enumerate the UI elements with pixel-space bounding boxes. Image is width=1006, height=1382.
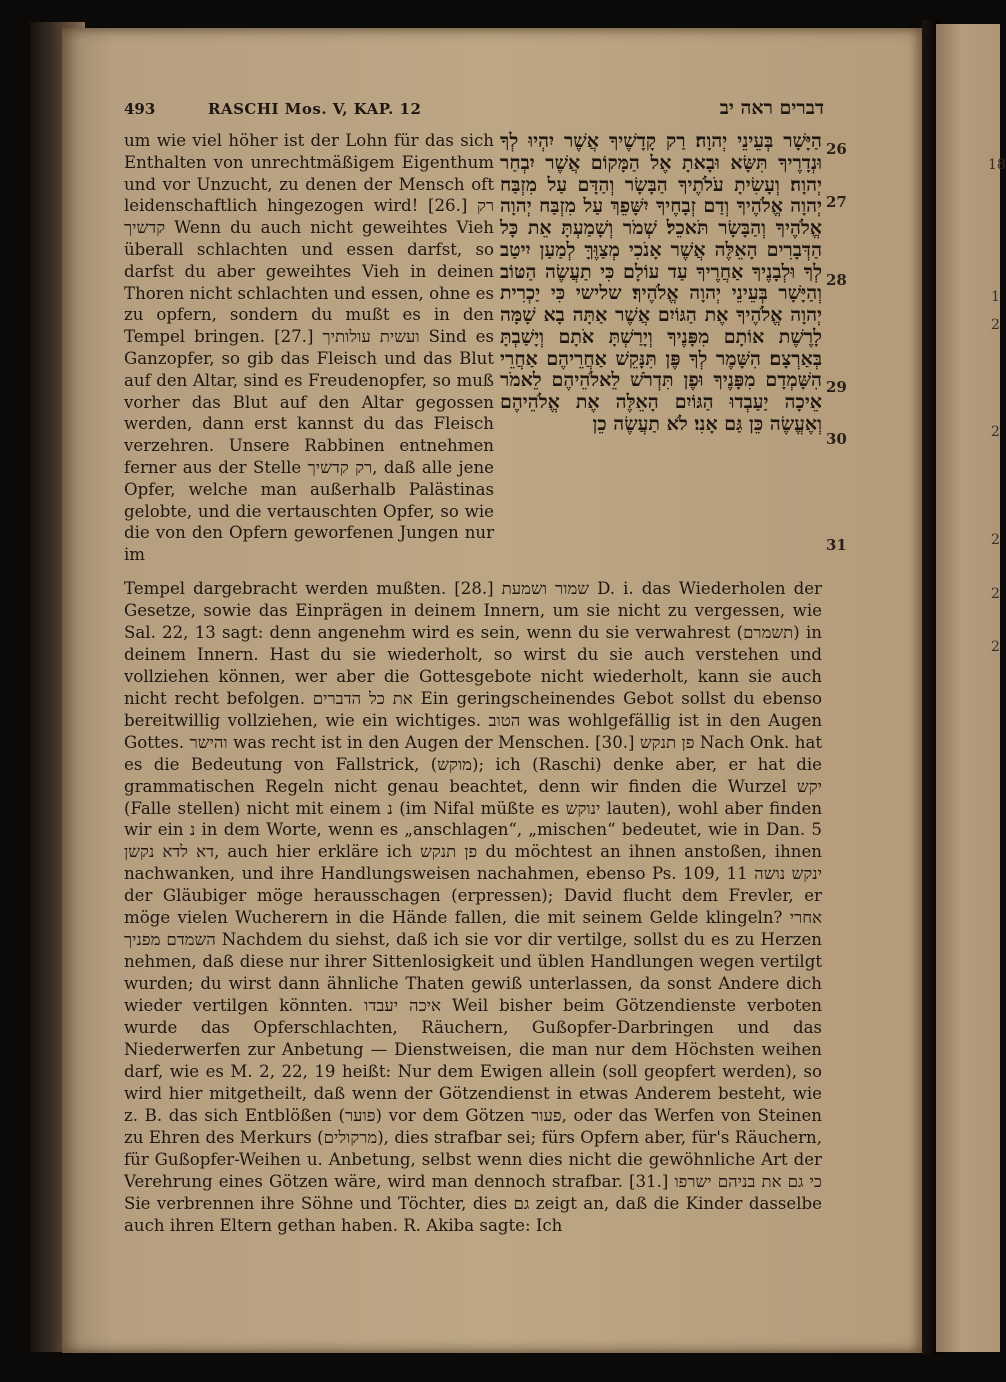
verse-number: 31	[826, 536, 847, 554]
commentary-column	[124, 130, 494, 566]
commentary-body	[124, 578, 822, 1237]
hebrew-running-title: דברים ראה יב	[719, 97, 824, 119]
hebrew-verse-column	[500, 131, 822, 436]
page-header	[124, 97, 824, 124]
next-page-fragment: 2	[991, 639, 1000, 655]
next-page-fragment: 2	[991, 532, 1000, 548]
commentary-paragraph: um wie viel höher ist der Lohn für das sich Enthalten von unrechtmäßigem Eigenthum und vor Unzucht, zu denen der Mensch oft leidenschaftlich hingezogen wird! [26.] רק קדשיך Wenn du auch nicht geweihtes Vieh überall schlachten und essen darfst, so darfst du aber geweihtes Vieh in deinen Thoren nicht schlachten und essen, ohne es zu opfern, sondern du mußt es in den Tempel bringen. [27.] ועשית עולותיך Sind es Ganzopfer, so gib das Fleisch und das Blut auf den Altar, sind es Freudenopfer, so muß vorher das Blut auf den Altar gegossen werden, dann erst kannst du das Fleisch verzehren. Unsere Rabbinen entnehmen ferner aus der Stelle רק קדשיך, daß alle jene Opfer, welche man außerhalb Palästinas gelobte, und die vertauschten Opfer, so wie die von den Opfern geworfenen Jungen nur im	[124, 131, 494, 565]
verse-number: 27	[826, 193, 847, 211]
hebrew-verses: הַיָּשָׁר בְּעֵינֵי יְהוָה׃ רַק קָדָשֶׁיךָ אֲשֶׁר יִהְיוּ לְךָ וּנְדָרֶיךָ תִּשָּׂא וּבָאתָ אֶל הַמָּקוֹם אֲשֶׁר יִבְחַר יְהוָה׃ וְעָשִׂיתָ עֹלֹתֶיךָ הַבָּשָׂר וְהַדָּם עַל מִזְבַּח יְהוָה אֱלֹהֶיךָ וְדַם זְבָחֶיךָ יִשָּׁפֵךְ עַל מִזְבַּח יְהוָה אֱלֹהֶיךָ וְהַבָּשָׂר תֹּאכֵל׃ שְׁמֹר וְשָׁמַעְתָּ אֵת כָּל הַדְּבָרִים הָאֵלֶּה אֲשֶׁר אָנֹכִי מְצַוֶּךָּ לְמַעַן יִיטַב לְךָ וּלְבָנֶיךָ אַחֲרֶיךָ עַד עוֹלָם כִּי תַעֲשֶׂה הַטּוֹב וְהַיָּשָׁר בְּעֵינֵי יְהוָה אֱלֹהֶיךָ׃ שלישי כִּי יַכְרִית יְהוָה אֱלֹהֶיךָ אֶת הַגּוֹיִם אֲשֶׁר אַתָּה בָא שָׁמָּה לָרֶשֶׁת אוֹתָם מִפָּנֶיךָ וְיָרַשְׁתָּ אֹתָם וְיָשַׁבְתָּ בְּאַרְצָם׃ הִשָּׁמֶר לְךָ פֶּן תִּנָּקֵשׁ אַחֲרֵיהֶם אַחֲרֵי הִשָּׁמְדָם מִפָּנֶיךָ וּפֶן תִּדְרֹשׁ לֵאלֹהֵיהֶם לֵאמֹר אֵיכָה יַעַבְדוּ הַגּוֹיִם הָאֵלֶּה אֶת אֱלֹהֵיהֶם וְאֶעֱשֶׂה כֵּן גַּם אָנִי׃ לֹא תַעֲשֶׂה כֵן	[500, 130, 822, 435]
next-page-fragment: 2	[991, 586, 1000, 602]
running-title: RASCHI Mos. V, KAP. 12	[208, 100, 422, 118]
verse-number: 29	[826, 378, 847, 396]
next-page-fragment: 2	[991, 317, 1000, 333]
verse-number: 26	[826, 140, 847, 158]
page-number: 493	[124, 100, 156, 118]
verse-number: 28	[826, 271, 847, 289]
next-page-edge	[936, 24, 1006, 1352]
next-page-fragment: 1	[991, 289, 1000, 305]
next-page-fragment: 2	[991, 424, 1000, 440]
commentary-full-paragraph: Tempel dargebracht werden mußten. [28.] שמור ושמעת D. i. das Wiederholen der Gesetze, sowie das Einprägen in deinem Innern, um sie nicht zu vergessen, wie Sal. 22, 13 sagt: denn angenehm wird es sein, wenn du sie verwahrest (תשמרם) in deinem Innern. Hast du sie wiederholt, so wirst du sie auch verstehen und vollziehen können, wer aber die Gottesgebote nicht wiederholt, kann sie auch nicht recht befolgen. את כל הדברים Ein geringscheinendes Gebot sollst du ebenso bereitwillig vollziehen, wie ein wichtiges. הטוב was wohlgefällig ist in den Augen Gottes. והישר was recht ist in den Augen der Menschen. [30.] פן תנקש Nach Onk. hat es die Bedeutung von Fallstrick, (מוקש); ich (Raschi) denke aber, er hat die grammatischen Regeln nicht genau beachtet, denn wir finden die Wurzel יקש (Falle stellen) nicht mit einem נ (im Nifal müßte es ינוקש lauten), wohl aber finden wir ein נ in dem Worte, wenn es „anschlagen“, „mischen“ bedeutet, wie in Dan. 5 דא לדא נקשן, auch hier erkläre ich פן תנקש du möchtest an ihnen anstoßen, ihnen nachwanken, und ihre Handlungsweisen nachahmen, ebenso Ps. 109, 11 ינקש נושה der Gläubiger möge herausschagen (erpressen); David flucht dem Frevler, er möge vielen Wucherern in die Hände fallen, die mit seinem Gelde klingeln? אחרי השמדם מפניך Nachdem du siehst, daß ich sie vor dir vertilge, sollst du es zu Herzen nehmen, daß diese nur ihrer Sittenlosigkeit und üblen Handlungen wegen vertilgt wurden; du wirst dann ähnliche Thaten gewiß unterlassen, da sonst Andere dich wieder vertilgen könnten. איכה יעבדו Weil bisher beim Götzendienste verboten wurde das Opferschlachten, Räuchern, Gußopfer-Darbringen und das Niederwerfen zur Anbetung — Dienstweisen, die man nur dem Höchsten weihen darf, wie es M. 2, 22, 19 heißt: Nur dem Ewigen allein (soll geopfert werden), so wird hier mitgetheilt, daß wenn der Götzendienst in etwas Anderem besteht, wie z. B. das sich Entblößen (פוער) vor dem Götzen פעור, oder das Werfen von Steinen zu Ehren des Merkurs (מרקולים), dies strafbar sei; fürs Opfern aber, für's Räuchern, für Gußopfer-Weihen u. Anbetung, selbst wenn dies nicht die gewöhnliche Art der Verehrung eines Götzen wäre, wird man dennoch strafbar. [31.] כי גם את בניהם ישרפו Sie verbrennen ihre Söhne und Töchter, dies גם zeigt an, daß die Kinder dasselbe auch ihren Eltern gethan haben. R. Akiba sagte: Ich	[124, 579, 823, 1235]
verse-number: 30	[826, 430, 847, 448]
next-page-fragment: 18	[988, 157, 1006, 173]
